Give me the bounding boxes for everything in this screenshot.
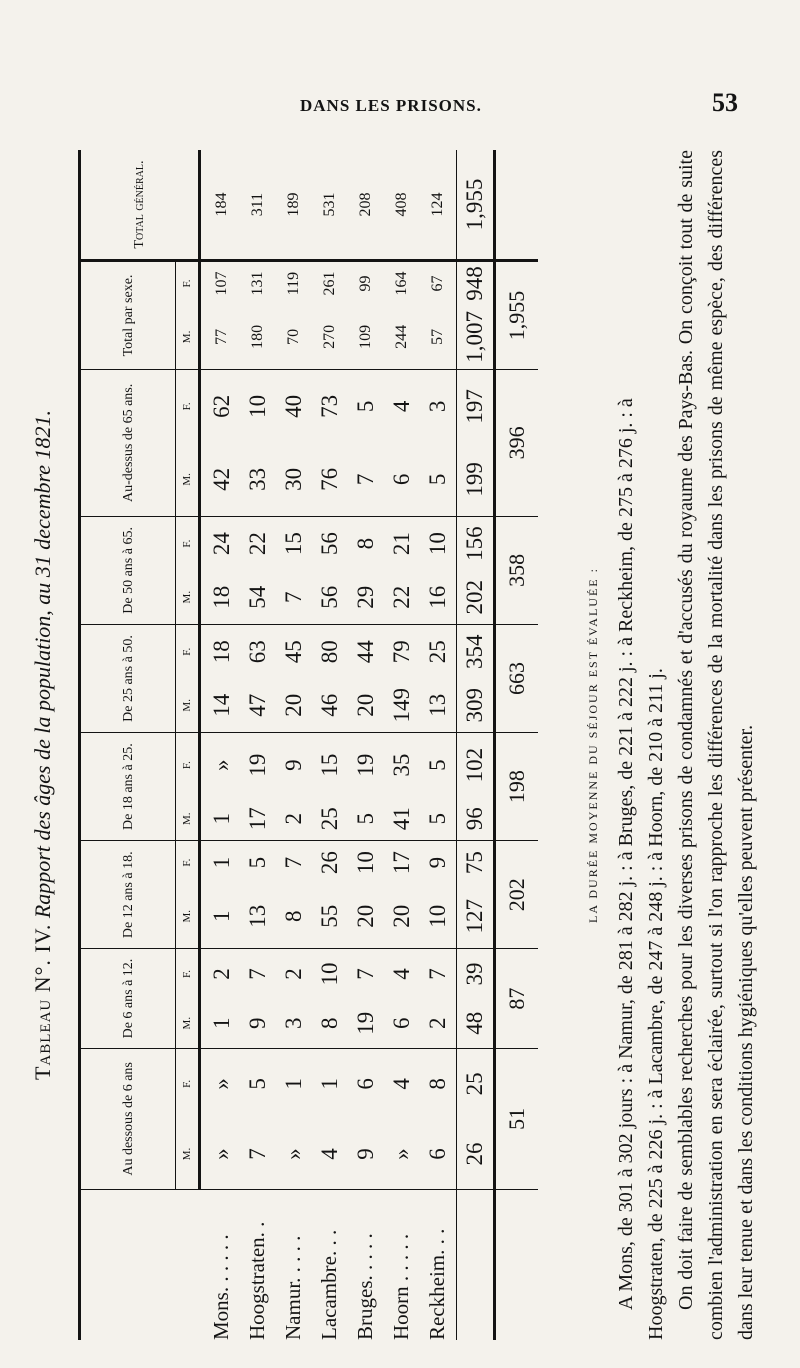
cell-value: 30 <box>276 443 312 516</box>
combined-total: 663 <box>494 624 538 732</box>
cell-value: 1 <box>280 1078 306 1090</box>
cell-value: 109 <box>348 305 384 369</box>
group-header: De 6 ans à 12. <box>80 949 176 1048</box>
cell-value: 33 <box>240 443 276 516</box>
cell-value: 8 <box>276 884 312 949</box>
row-grand-total: 208 <box>348 150 384 261</box>
cell-value: 2 <box>209 968 235 980</box>
cell-value: 25 <box>424 640 450 664</box>
cell-value: 22 <box>244 532 270 556</box>
cell-value: 19 <box>352 753 378 777</box>
cell-value: » <box>209 1078 235 1090</box>
cell-value: 5 <box>420 797 457 840</box>
sex-total: 197 <box>456 369 494 442</box>
table-row <box>420 150 457 1340</box>
cell-value: 244 <box>384 305 420 369</box>
cell-value: 5 <box>420 443 457 516</box>
cell-value: 4 <box>388 400 414 413</box>
cell-value: » <box>384 1119 420 1190</box>
cell-value: 6 <box>352 1078 378 1090</box>
cell-value: 45 <box>280 640 306 664</box>
sex-total: 199 <box>456 443 494 516</box>
male-header: M. <box>176 305 200 369</box>
cell-value: 1 <box>316 1078 342 1090</box>
cell-value: 149 <box>384 679 420 733</box>
cell-value: 8 <box>312 999 348 1049</box>
prison-name: Namur. . . . . <box>281 1235 305 1340</box>
cell-value: 70 <box>276 305 312 369</box>
sex-total: 75 <box>456 841 494 884</box>
combined-total: 202 <box>494 841 538 949</box>
cell-value: 63 <box>244 640 270 664</box>
cell-value: 42 <box>200 443 240 516</box>
group-header: Total par sexe. <box>80 261 176 370</box>
cell-value: 56 <box>316 532 342 556</box>
combined-total: 198 <box>494 733 538 841</box>
stay-line: A Mons, de 301 à 302 jours : à Namur, de 281 à 282 j. : à Bruges, de 221 à 222 j. : à Reckheim, de 275 à 276 j. : à <box>615 398 637 1310</box>
combined-total: 51 <box>494 1048 538 1189</box>
cell-value: 13 <box>420 679 457 733</box>
cell-value: 7 <box>276 570 312 624</box>
table-caption <box>30 140 70 1350</box>
cell-value: 4 <box>388 1078 414 1090</box>
cell-value: 79 <box>388 640 414 664</box>
group-header: De 50 ans à 65. <box>80 516 176 624</box>
cell-value: 5 <box>424 759 450 771</box>
prison-name: Mons. . . . . . <box>209 1234 233 1340</box>
sex-total: 354 <box>456 624 494 678</box>
row-grand-total: 311 <box>240 150 276 261</box>
cell-value: 5 <box>244 856 270 869</box>
cell-value: 20 <box>348 884 384 949</box>
cell-value: 77 <box>200 305 240 369</box>
male-header: M. <box>176 443 200 516</box>
cell-value: 18 <box>200 570 240 624</box>
cell-value: » <box>200 1119 240 1190</box>
cell-value: 9 <box>280 759 306 771</box>
cell-value: 1 <box>209 856 235 869</box>
cell-value: 7 <box>244 968 270 980</box>
sex-totals-row <box>456 150 494 1340</box>
cell-value: 7 <box>280 856 306 869</box>
cell-value: 3 <box>276 999 312 1049</box>
male-header: M. <box>176 1119 200 1190</box>
grand-total-header: Total général. <box>80 150 200 261</box>
cell-value: 29 <box>348 570 384 624</box>
cell-value: 67 <box>428 275 446 292</box>
cell-value: 7 <box>424 968 450 980</box>
cell-value: » <box>209 759 235 771</box>
sex-total: 309 <box>456 679 494 733</box>
table-row <box>240 150 276 1340</box>
table-row <box>312 150 348 1340</box>
cell-value: 4 <box>388 968 414 980</box>
cell-value: 41 <box>384 797 420 840</box>
cell-value: 24 <box>209 532 235 556</box>
cell-value: 15 <box>316 753 342 777</box>
cell-value: 57 <box>420 305 457 369</box>
group-header: De 12 ans à 18. <box>80 841 176 949</box>
row-grand-total: 531 <box>312 150 348 261</box>
cell-value: 4 <box>312 1119 348 1190</box>
closing-paragraph: On doit faire de semblables recherches pour les diverses prisons de condamnés et d'accusés du royaume des Pays-Bas. On conçoit tout de suite combien l'administration en sera éclairée, surtout si l'on rapproche les différences de la mortalité dans les prisons de même espèce, des différences dans leur tenue et dans les conditions hygiéniques qu'elles peuvent présenter. <box>675 150 757 1340</box>
header-row-groups <box>80 150 176 1340</box>
cell-value: 10 <box>244 394 270 418</box>
cell-value: 18 <box>209 640 235 664</box>
cell-value: 7 <box>352 968 378 980</box>
cell-value: 1 <box>200 797 240 840</box>
notes <box>586 150 761 1340</box>
cell-value: 7 <box>348 443 384 516</box>
cell-value: 22 <box>384 570 420 624</box>
cell-value: 16 <box>420 570 457 624</box>
cell-value: 10 <box>424 532 450 556</box>
male-header: M. <box>176 999 200 1049</box>
cell-value: » <box>276 1119 312 1190</box>
female-header: F. <box>176 516 200 570</box>
cell-value: 10 <box>420 884 457 949</box>
male-header: M. <box>176 797 200 840</box>
cell-value: 131 <box>248 271 266 296</box>
table-row <box>384 150 420 1340</box>
combined-total: 87 <box>494 949 538 1048</box>
female-header: F. <box>176 733 200 798</box>
group-header: De 25 ans à 50. <box>80 624 176 732</box>
sex-total: 202 <box>456 570 494 624</box>
cell-value: 14 <box>200 679 240 733</box>
row-grand-total: 408 <box>384 150 420 261</box>
sex-total: 39 <box>456 949 494 999</box>
table-title: Rapport des âges de la population, au 31 decembre 1821. <box>30 410 55 919</box>
cell-value: 40 <box>280 394 306 418</box>
cell-value: 10 <box>316 962 342 986</box>
prison-name: Lacambre. . . <box>317 1229 341 1340</box>
cell-value: 10 <box>352 851 378 875</box>
male-header: M. <box>176 570 200 624</box>
cell-value: 62 <box>209 394 235 418</box>
age-table <box>78 150 538 1340</box>
combined-totals-row <box>494 150 538 1340</box>
cell-value: 35 <box>388 753 414 777</box>
cell-value: 76 <box>312 443 348 516</box>
female-header: F. <box>176 261 200 305</box>
group-header: De 18 ans à 25. <box>80 733 176 841</box>
cell-value: 8 <box>424 1078 450 1090</box>
female-header: F. <box>176 369 200 442</box>
cell-value: 7 <box>240 1119 276 1190</box>
row-grand-total: 189 <box>276 150 312 261</box>
cell-value: 20 <box>384 884 420 949</box>
table-body <box>200 150 538 1340</box>
sex-total: 102 <box>456 733 494 798</box>
sex-total: 156 <box>456 516 494 570</box>
female-header: F. <box>176 949 200 999</box>
row-grand-total: 124 <box>420 150 457 261</box>
female-header: F. <box>176 841 200 884</box>
row-grand-total: 184 <box>200 150 240 261</box>
blank-cell <box>456 1190 494 1341</box>
cell-value: 99 <box>356 275 374 292</box>
cell-value: 5 <box>352 400 378 413</box>
prison-name: Reckheim. . . <box>425 1228 449 1340</box>
combined-total: 358 <box>494 516 538 624</box>
cell-value: 15 <box>280 532 306 556</box>
prison-name: Hoorn . . . . . <box>389 1233 413 1340</box>
blank-cell <box>494 1190 538 1341</box>
blank-cell <box>494 150 538 261</box>
cell-value: 2 <box>420 999 457 1049</box>
cell-value: 1 <box>200 999 240 1049</box>
cell-value: 6 <box>384 443 420 516</box>
cell-value: 6 <box>384 999 420 1049</box>
cell-value: 270 <box>312 305 348 369</box>
running-head <box>0 84 800 124</box>
cell-value: 13 <box>240 884 276 949</box>
cell-value: 21 <box>388 532 414 556</box>
group-header: Au dessous de 6 ans <box>80 1048 176 1189</box>
cell-value: 6 <box>420 1119 457 1190</box>
cell-value: 25 <box>312 797 348 840</box>
cell-value: 1 <box>200 884 240 949</box>
combined-total: 1,955 <box>494 261 538 370</box>
cell-value: 3 <box>424 400 450 413</box>
table-row <box>348 150 384 1340</box>
cell-value: 73 <box>316 394 342 418</box>
cell-value: 5 <box>244 1078 270 1090</box>
female-header: F. <box>176 1048 200 1119</box>
sex-total: 127 <box>456 884 494 949</box>
cell-value: 46 <box>312 679 348 733</box>
table-row <box>276 150 312 1340</box>
cell-value: 47 <box>240 679 276 733</box>
grand-total: 1,955 <box>456 150 494 261</box>
prison-name: Bruges. . . . . <box>353 1233 377 1340</box>
cell-value: 56 <box>312 570 348 624</box>
table-row <box>200 150 240 1340</box>
cell-value: 2 <box>280 968 306 980</box>
male-header: M. <box>176 679 200 733</box>
cell-value: 2 <box>276 797 312 840</box>
cell-value: 54 <box>240 570 276 624</box>
cell-value: 261 <box>320 271 338 296</box>
cell-value: 17 <box>388 851 414 875</box>
header-row-sex <box>176 150 200 1340</box>
table-number: Tableau N°. IV. <box>30 923 55 1081</box>
cell-value: 17 <box>240 797 276 840</box>
cell-value: 9 <box>240 999 276 1049</box>
cell-value: 5 <box>348 797 384 840</box>
page-number: 53 <box>712 88 738 117</box>
cell-value: 19 <box>348 999 384 1049</box>
stay-line: Hoogstraten, de 225 à 226 j. : à Lacambre, de 247 à 248 j. : à Hoorn, de 210 à 211 j. <box>645 668 667 1340</box>
sex-total: 1,007 <box>456 305 494 369</box>
cell-value: 180 <box>240 305 276 369</box>
cell-value: 19 <box>244 753 270 777</box>
cell-value: 8 <box>352 537 378 550</box>
group-header: Au-dessus de 65 ans. <box>80 369 176 516</box>
sex-total: 948 <box>456 261 494 305</box>
cell-value: 44 <box>352 640 378 664</box>
female-header: F. <box>176 624 200 678</box>
prison-name: Hoogstraten. . <box>245 1221 269 1340</box>
cell-value: 9 <box>348 1119 384 1190</box>
cell-value: 107 <box>213 271 231 296</box>
cell-value: 20 <box>276 679 312 733</box>
sex-total: 25 <box>456 1048 494 1119</box>
cell-value: 119 <box>284 271 302 296</box>
male-header: M. <box>176 884 200 949</box>
cell-value: 164 <box>392 271 410 296</box>
notes-heading: LA DURÉE MOYENNE DU SÉJOUR EST ÉVALUÉE : <box>586 567 600 923</box>
sex-total: 26 <box>456 1119 494 1190</box>
cell-value: 80 <box>316 640 342 664</box>
cell-value: 26 <box>316 851 342 875</box>
sex-total: 48 <box>456 999 494 1049</box>
combined-total: 396 <box>494 369 538 516</box>
cell-value: 9 <box>424 856 450 869</box>
running-title: DANS LES PRISONS. <box>300 96 482 115</box>
cell-value: 55 <box>312 884 348 949</box>
sex-total: 96 <box>456 797 494 840</box>
rotated-table-block <box>30 140 760 1350</box>
prison-header <box>80 1190 200 1341</box>
cell-value: 20 <box>348 679 384 733</box>
